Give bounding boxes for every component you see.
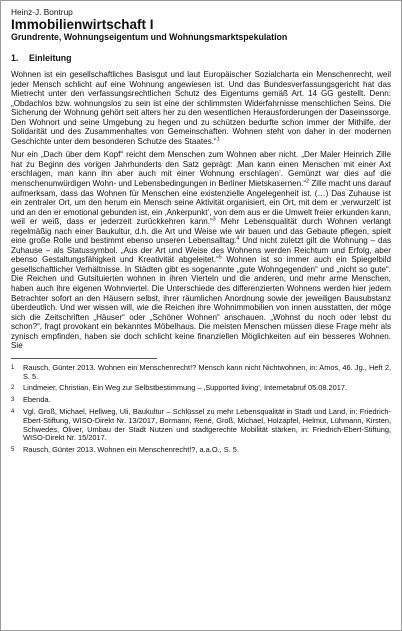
- footnotes: [11, 364, 391, 455]
- footnote: [11, 396, 391, 405]
- footnote-number: 3: [11, 397, 15, 404]
- paragraph-text: Mehr Lebensqualität durch Wohnen verlangt regelmäßig nach einer Baukultur, d.h. die Art und Weise wie wir bauen und das Gebaute pflegen, spielt eine große Rolle und bestimmt ebenso unseren Lebensalltag.: [11, 217, 391, 246]
- footnote-text: Rausch, Günter 2013. Wohnen ein Menschenrecht!? Mensch kann nicht Nichtwohnen, in: Amos, 46. Jg., Heft 2, S. 5.: [23, 362, 391, 381]
- footnote-text: Lindmeier, Christian, Ein Weg zur Selbstbestimmung – ‚Supported living’, Internetabruf 05.08.2017.: [23, 383, 348, 393]
- footnote-text: Vgl. Groß, Michael, Hellweg, Uli, Baukultur – Schlüssel zu mehr Lebensqualität in Stadt und Land, in: Friedrich-Ebert-Stiftung, WISO-Direkt Nr. 13/2017, Bormann, René, Groß, Michael, Holzapfel, Helmut, Lühmann, Kirsten, Schwedes, Oliver, Umbau der Stadt Nutzen und stadtgerechte Mobilität stärken, in: Friedrich-Ebert-Stiftung, WISO-Direkt Nr. 15/2017.: [23, 407, 391, 443]
- footnote-text: Ebenda.: [23, 395, 51, 405]
- section-heading: [11, 53, 391, 64]
- footnote-ref: 3: [212, 216, 216, 223]
- section-title: Einleitung: [29, 53, 72, 63]
- footnote-ref: 2: [306, 178, 310, 185]
- footnote-ref: 5: [218, 254, 222, 261]
- paragraph-text: Und nicht zuletzt gilt die Wohnung – das Zuhause – als Statussymbol. „Aus der Art und Weise des Wohnens werden Reichtum und Erfolg, aber ebenso Gestaltungsfähigkeit und Kreativität abgeleitet.“: [11, 236, 392, 265]
- paragraph: [11, 70, 391, 146]
- footnote-ref: 1: [216, 136, 220, 143]
- body-text: [11, 70, 391, 351]
- paragraph-text: Zille macht uns darauf aufmerksam, dass das Wohnen für Menschen eine existenzielle Angelegenheit ist. (…) Das Zuhause ist ein zentraler Ort, um den herum ein Mensch seine Aktivität organisiert, ein Ort, mit dem er ‚verwurzelt’ ist und an den er emotional gebunden ist, ein ‚Ankerpunkt’, von dem aus er die Umwelt freier erkunden kann, weil er weiß, dass er jederzeit zurückkehren kann.“: [11, 179, 392, 227]
- footnote: [11, 408, 391, 443]
- document-subtitle: Grundrente, Wohnungseigentum und Wohnungsmarktspekulation: [11, 32, 288, 42]
- paragraph: [11, 150, 391, 350]
- paragraph-text: Wohnen ist ein gesellschaftliches Basisgut und laut Europäischer Sozialcharta ein Menschenrecht, weil jeder Mensch schlicht auf eine Wohnung angewiesen ist. Und das Bundesverfassungsgericht hat das Mietrecht unter den verfassungsrechtlichen Schutz des Eigentums gemäß Art. 14 GG gestellt. Denn: „Obdachlos bzw. wohnungslos zu sein ist eine der schlimmsten Widerfahrnisse menschlichen Seins. Die Sicherung der Wohnung gehört seit alters her zu den wesentlichen Herausforderungen der Daseinssorge. Den Wohnort und seine Umgebung zu hegen und zu schützen bedurfte schon immer der Mithilfe, der Solidarität und des Zusammenhaltes von Gemeinschaften. Wohnen steht von daher in der modernen Geschichte unter dem besonderen Schutze des Staates.“: [11, 70, 391, 146]
- paragraph-text: Wohnen ist so immer auch ein Spiegelbild gesellschaftlicher Verhältnisse. In Städten gibt es sogenannte „gute Wohngegenden“ und „nicht so gute“. Die Reichen und Gutsituierten wohnen in ihren Vierteln und die anderen, und mehr arme Menschen, haben auch ihre eigenen Wohnviertel. Die Unterschiede des differenzierten Wohnens werden hier jedem Betrachter sofort an den Häusern selbst, ihrer räumlichen Anordnung sowie der jeweiligen Bausubstanz überdeutlich. Und wer wissen will, wie die Reichen ihre Wohnimmobilien von innen ausstatten, der möge sich die Zeitschriften „Häuser“ oder „Schöner Wohnen“ anschauen. „Wohnst du noch oder lebst du schon?“, fragt provokant ein bekanntes Möbelhaus. Die meisten Menschen müssen diese Frage mehr als zynisch empfinden, haben sie doch schlicht keine finanziellen Möglichkeiten auf ein besseres Wohnen. Sie: [11, 255, 391, 351]
- footnote-number: 5: [11, 447, 15, 454]
- footnote: [11, 364, 391, 382]
- footnote-text: Rausch, Günter 2013. Wohnen ein Menschenrecht!?, a.a.O., S. 5.: [23, 445, 239, 455]
- paragraph-text: Nur ein „Dach über dem Kopf“ reicht dem Menschen zum Wohnen aber nicht. „Der Maler Heinrich Zille hat zu Beginn des vorigen Jahrhunderts den Satz geprägt: ‚Man kann einen Menschen mit einer Axt erschlagen, man kann ihn aber auch mit einer Wohnung erschlagen’. Gemünzt war dies auf die menschenunwürdigen Wohn- und Lebensbedingungen in Berliner Mietskasernen.“: [11, 150, 391, 189]
- footnote-divider: [11, 358, 157, 359]
- footnote-number: 1: [11, 364, 15, 371]
- footnote: [11, 446, 391, 455]
- document-title: Immobilienwirtschaft I: [11, 17, 154, 32]
- section-number: 1.: [11, 53, 19, 63]
- page-content: [11, 7, 391, 458]
- footnote-number: 2: [11, 385, 15, 392]
- footnote-ref: 4: [236, 235, 240, 242]
- author-name: Heinz-J. Bontrup: [11, 7, 73, 17]
- footnote-number: 4: [11, 409, 15, 416]
- footnote: [11, 384, 391, 393]
